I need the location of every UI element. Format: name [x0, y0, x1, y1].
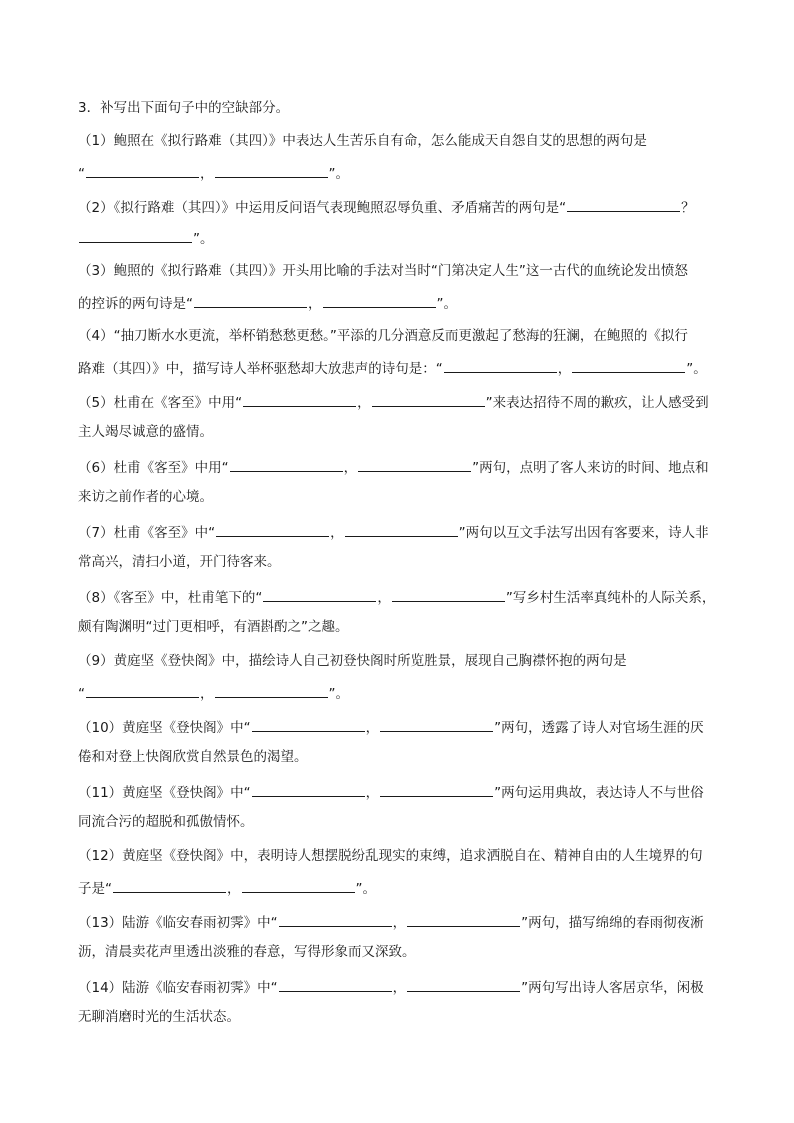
text-line: [78, 423, 213, 441]
answer-blank[interactable]: [392, 587, 505, 602]
line-text: ，: [308, 296, 322, 312]
text-line: [78, 652, 627, 670]
answer-blank[interactable]: [279, 977, 392, 992]
answer-blank[interactable]: [323, 293, 436, 308]
line-text: “: [78, 686, 85, 702]
answer-blank[interactable]: [86, 683, 199, 698]
answer-blank[interactable]: [345, 522, 458, 537]
answer-blank[interactable]: [215, 163, 328, 178]
line-text: ，: [365, 720, 380, 736]
text-line: [78, 912, 704, 932]
line-text: ”来表达招待不周的歉疚，让人感受到: [485, 395, 709, 411]
text-line: [78, 813, 254, 831]
answer-blank[interactable]: [372, 392, 485, 407]
line-text: ”。: [193, 231, 214, 247]
answer-blank[interactable]: [572, 358, 685, 373]
line-text: 主人竭尽诚意的盛情。: [78, 424, 213, 440]
line-text: ”。: [328, 686, 349, 702]
answer-blank[interactable]: [407, 977, 520, 992]
line-text: 沥，清晨卖花声里透出淡雅的春意，写得形象而又深致。: [78, 944, 416, 960]
line-text: （13）陆游《临安春雨初霁》中“: [78, 915, 278, 931]
answer-blank[interactable]: [358, 457, 471, 472]
text-line: [78, 587, 715, 607]
line-text: 的控诉的两句诗是“: [78, 296, 193, 312]
line-text: ，: [343, 460, 358, 476]
answer-blank[interactable]: [230, 457, 343, 472]
answer-blank[interactable]: [216, 522, 329, 537]
text-line: [78, 748, 308, 766]
line-text: （6）杜甫《客至》中用“: [78, 460, 229, 476]
answer-blank[interactable]: [252, 717, 365, 732]
line-text: ”两句运用典故，表达诗人不与世俗: [494, 785, 704, 801]
line-text: ”。: [328, 166, 349, 182]
text-line: [78, 392, 709, 412]
answer-blank[interactable]: [243, 392, 356, 407]
answer-blank[interactable]: [86, 163, 199, 178]
text-line: [78, 358, 707, 378]
line-text: （5）杜甫在《客至》中用“: [78, 395, 243, 411]
text-line: [78, 327, 688, 345]
line-text: 路难（其四）》中，描写诗人举杯驱愁却大放悲声的诗句是：“: [78, 361, 443, 377]
line-text: ，: [200, 686, 214, 702]
line-text: （10）黄庭坚《登快阁》中“: [78, 720, 251, 736]
answer-blank[interactable]: [380, 782, 493, 797]
line-text: ，: [365, 785, 380, 801]
line-text: （1）鲍照在《拟行路难（其四）》中表达人生苦乐自有命，怎么能成天自怨自艾的思想的两句是: [78, 133, 647, 149]
answer-blank[interactable]: [79, 228, 192, 243]
line-text: ，: [330, 525, 344, 541]
text-line: [78, 293, 457, 313]
answer-blank[interactable]: [380, 717, 493, 732]
line-text: 来访之前作者的心境。: [78, 489, 213, 505]
line-text: ，: [377, 590, 391, 606]
answer-blank[interactable]: [263, 587, 376, 602]
text-line: [78, 457, 709, 477]
answer-blank[interactable]: [242, 878, 355, 893]
line-text: ，: [357, 395, 371, 411]
line-text: （7）杜甫《客至》中“: [78, 525, 216, 541]
line-text: （14）陆游《临安春雨初霁》中“: [78, 980, 278, 996]
text-line: [78, 553, 281, 571]
question-heading: 3．补写出下面句子中的空缺部分。: [78, 100, 290, 116]
text-line: [78, 163, 349, 183]
text-line: [78, 488, 213, 506]
line-text: （8）《客至》中，杜甫笔下的“: [78, 590, 263, 606]
answer-blank[interactable]: [279, 912, 392, 927]
line-text: ”写乡村生活率真纯朴的人际关系，: [505, 590, 716, 606]
answer-blank[interactable]: [194, 293, 307, 308]
text-line: [78, 977, 704, 997]
text-line: [78, 943, 416, 961]
line-text: ？: [681, 200, 695, 216]
text-line: [78, 717, 704, 737]
line-text: ”。: [436, 296, 457, 312]
line-text: （9）黄庭坚《登快阁》中，描绘诗人自己初登快阁时所览胜景，展现自己胸襟怀抱的两句是: [78, 653, 627, 669]
line-text: ”。: [686, 361, 707, 377]
line-text: ”。: [355, 881, 376, 897]
line-text: （4）“抽刀断水水更流，举杯销愁愁更愁。”平添的几分酒意反而更激起了愁海的狂澜，在鲍照的《拟行: [78, 328, 688, 344]
text-line: [78, 522, 709, 542]
line-text: ，: [200, 166, 214, 182]
line-text: （11）黄庭坚《登快阁》中“: [78, 785, 251, 801]
answer-blank[interactable]: [113, 878, 226, 893]
text-line: [78, 782, 704, 802]
text-line: [78, 132, 647, 150]
line-text: “: [78, 166, 85, 182]
line-text: ，: [227, 881, 241, 897]
text-line: [78, 683, 349, 703]
line-text: ”两句以互文手法写出因有客要来，诗人非: [458, 525, 709, 541]
text-line: [78, 228, 214, 248]
text-line: [78, 1008, 240, 1026]
line-text: ，: [557, 361, 572, 377]
line-text: ”两句写出诗人客居京华，闲极: [521, 980, 704, 996]
line-text: 常高兴，清扫小道，开门待客来。: [78, 554, 281, 570]
answer-blank[interactable]: [407, 912, 520, 927]
answer-blank[interactable]: [567, 197, 680, 212]
answer-blank[interactable]: [444, 358, 557, 373]
text-line: [78, 197, 695, 217]
answer-blank[interactable]: [252, 782, 365, 797]
line-text: 无聊消磨时光的生活状态。: [78, 1009, 240, 1025]
line-text: ，: [392, 980, 407, 996]
line-text: （12）黄庭坚《登快阁》中，表明诗人想摆脱纷乱现实的束缚，追求洒脱自在、精神自由的人生境界的句: [78, 848, 703, 864]
line-text: ”两句，透露了诗人对官场生涯的厌: [494, 720, 704, 736]
line-text: 颇有陶渊明“过门更相呼，有酒斟酌之”之趣。: [78, 619, 349, 635]
line-text: （2）《拟行路难（其四）》中运用反问语气表现鲍照忍辱负重、矛盾痛苦的两句是“: [78, 200, 567, 216]
answer-blank[interactable]: [215, 683, 328, 698]
line-text: 同流合污的超脱和孤傲情怀。: [78, 814, 254, 830]
line-text: ”两句，点明了客人来访的时间、地点和: [472, 460, 709, 476]
line-text: ”两句，描写绵绵的春雨彻夜淅: [521, 915, 704, 931]
text-line: [78, 847, 703, 865]
text-line: [78, 618, 349, 636]
text-line: [78, 262, 688, 280]
line-text: （3）鲍照的《拟行路难（其四）》开头用比喻的手法对当时“门第决定人生”这一古代的血统论发出愤怒: [78, 263, 688, 279]
line-text: 倦和对登上快阁欣赏自然景色的渴望。: [78, 749, 308, 765]
line-text: ，: [392, 915, 407, 931]
text-line: [78, 878, 376, 898]
line-text: 子是“: [78, 881, 112, 897]
